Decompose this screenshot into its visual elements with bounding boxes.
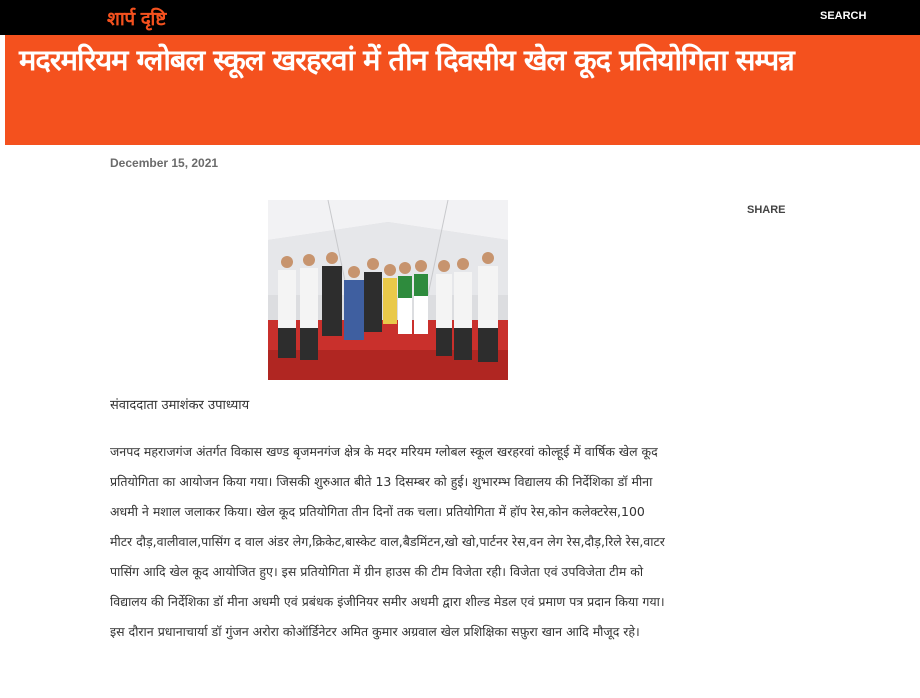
post-title: मदरमरियम ग्लोबल स्कूल खरहरवां में तीन दिवसीय खेल कूद प्रतियोगिता सम्पन्न	[19, 43, 794, 77]
search-button[interactable]: SEARCH	[820, 10, 867, 22]
title-banner	[5, 35, 920, 145]
share-button[interactable]: SHARE	[747, 204, 786, 216]
group-photo-image	[268, 200, 508, 380]
post-date[interactable]: December 15, 2021	[110, 156, 219, 170]
post-byline: संवाददाता उमाशंकर उपाध्याय	[110, 398, 250, 413]
post-body: जनपद महराजगंज अंतर्गत विकास खण्ड बृजमनगंज क्षेत्र के मदर मरियम ग्लोबल स्कूल खरहरवां कोल्हूई में वार्षिक खेल कूद प्रतियोगिता का आयोजन किया गया। जिसकी शुरुआत बीते 13 दिसम्बर को हुई। शुभारम्भ विद्यालय की निर्देशिका डॉ मीना अधमी ने मशाल जलाकर किया। खेल कूद प्रतियोगिता तीन दिनों तक चला। प्रतियोगिता में हॉप रेस,कोन कलेक्टरेस,100 मीटर दौड़,वालीवाल,पासिंग द वाल अंडर लेग,क्रिकेट,बास्केट वाल,बैडमिंटन,खो खो,पार्टनर रेस,वन लेग रेस,दौड़,रिले रेस,वाटर पासिंग आदि खेल कूद आयोजित हुए। इस प्रतियोगिता में ग्रीन हाउस की टीम विजेता रही। विजेता एवं उपविजेता टीम को विद्यालय की निर्देशिका डॉ मीना अधमी एवं प्रबंधक इंजीनियर समीर अधमी द्वारा शील्ड मेडल एवं प्रमाण पत्र प्रदान किया गया। इस दौरान प्रधानाचार्या डॉ गुंजन अरोरा कोऑर्डिनेटर अमित कुमार अग्रवाल खेल प्रशिक्षिका सफ़ुरा खान आदि मौजूद रहे।	[110, 444, 665, 639]
post-photo[interactable]	[268, 200, 508, 380]
site-logo[interactable]: शार्प दृष्टि	[107, 8, 166, 30]
top-bar	[0, 0, 920, 35]
